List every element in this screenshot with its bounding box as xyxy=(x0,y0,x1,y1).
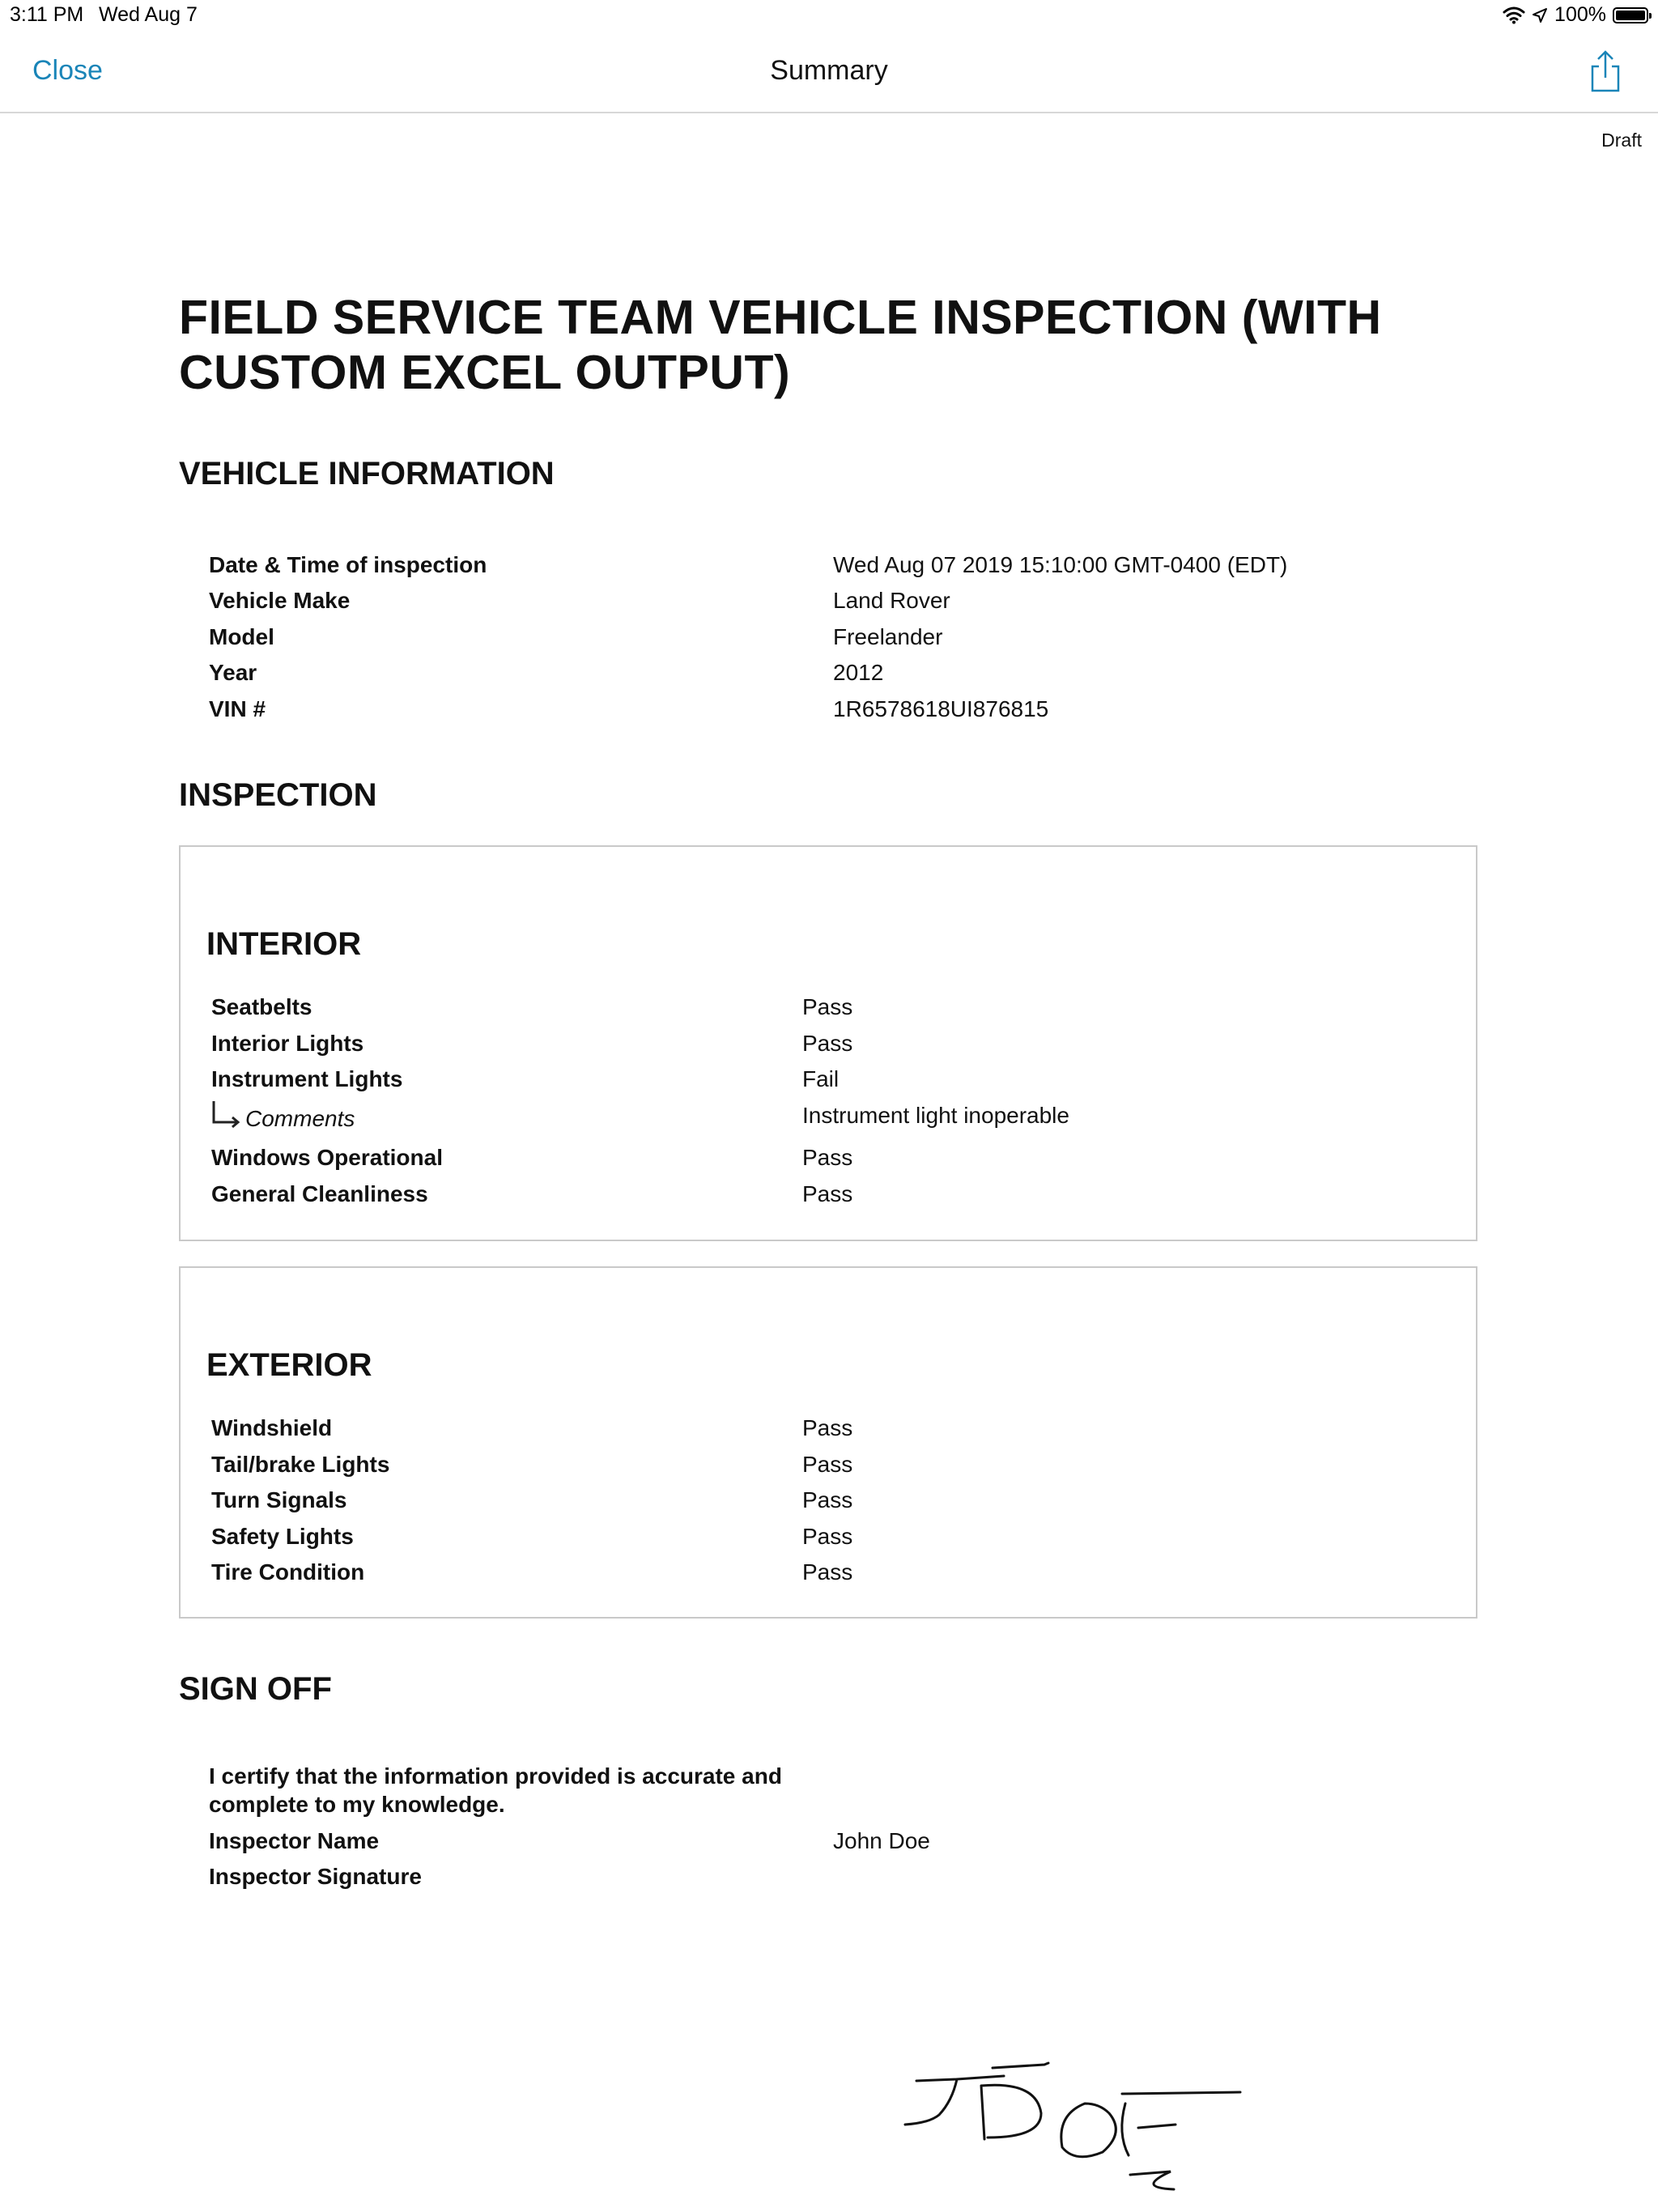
field-value: Pass xyxy=(802,994,853,1019)
status-bar xyxy=(0,0,1658,32)
status-right xyxy=(1503,3,1648,27)
field-label: Tail/brake Lights xyxy=(211,1452,390,1477)
field-label: Turn Signals xyxy=(211,1487,347,1512)
status-date: Wed Aug 7 xyxy=(99,3,198,26)
field-label: Instrument Lights xyxy=(211,1066,403,1091)
inspector-name-value: John Doe xyxy=(833,1828,930,1853)
field-label: VIN # xyxy=(209,696,266,721)
field-label: Windows Operational xyxy=(211,1145,443,1170)
battery-percent: 100% xyxy=(1554,3,1606,26)
subdirectory-arrow-icon xyxy=(211,1100,242,1130)
field-value: Pass xyxy=(802,1487,853,1512)
group-heading-exterior: EXTERIOR xyxy=(206,1347,372,1383)
nav-bar xyxy=(0,32,1658,113)
field-value: Pass xyxy=(802,1031,853,1056)
field-value: 1R6578618UI876815 xyxy=(833,696,1049,721)
section-heading-vehicle-information: VEHICLE INFORMATION xyxy=(179,456,555,491)
certification-statement: I certify that the information provided is accurate and complete to my knowledge. xyxy=(209,1763,782,1817)
field-value: Pass xyxy=(802,1524,853,1549)
field-value: Freelander xyxy=(833,624,943,649)
interior-group xyxy=(179,845,1477,1241)
document-title: FIELD SERVICE TEAM VEHICLE INSPECTION (WITH CUSTOM EXCEL OUTPUT) xyxy=(179,291,1382,399)
comment-value: Instrument light inoperable xyxy=(802,1103,1069,1128)
status-time: 3:11 PM xyxy=(10,3,84,26)
field-label: General Cleanliness xyxy=(211,1181,428,1206)
close-button[interactable]: Close xyxy=(32,55,103,86)
field-value: Pass xyxy=(802,1145,853,1170)
exterior-group xyxy=(179,1266,1477,1619)
inspector-signature-label: Inspector Signature xyxy=(209,1864,422,1889)
field-value: 2012 xyxy=(833,660,884,685)
inspector-name-label: Inspector Name xyxy=(209,1828,380,1853)
field-label: Seatbelts xyxy=(211,994,312,1019)
field-label: Vehicle Make xyxy=(209,588,351,613)
field-label: Date & Time of inspection xyxy=(209,552,487,577)
field-label: Year xyxy=(209,660,257,685)
battery-icon xyxy=(1613,7,1648,23)
section-heading-sign-off: SIGN OFF xyxy=(179,1671,332,1707)
field-value: Pass xyxy=(802,1415,853,1440)
nav-title: Summary xyxy=(770,55,888,86)
field-label: Safety Lights xyxy=(211,1524,354,1549)
signature-image xyxy=(882,2057,1255,2194)
comment-label: Comments xyxy=(245,1106,355,1131)
field-value: Pass xyxy=(802,1559,853,1585)
field-value: Wed Aug 07 2019 15:10:00 GMT-0400 (EDT) xyxy=(833,552,1288,577)
field-label: Interior Lights xyxy=(211,1031,364,1056)
share-icon[interactable] xyxy=(1585,49,1626,94)
field-value: Pass xyxy=(802,1452,853,1477)
field-label: Model xyxy=(209,624,274,649)
draft-label: Draft xyxy=(1601,130,1642,151)
field-label: Windshield xyxy=(211,1415,333,1440)
field-value: Pass xyxy=(802,1181,853,1206)
field-value: Fail xyxy=(802,1066,840,1091)
group-heading-interior: INTERIOR xyxy=(206,926,362,962)
section-heading-inspection: INSPECTION xyxy=(179,777,377,813)
field-value: Land Rover xyxy=(833,588,950,613)
wifi-icon xyxy=(1503,6,1525,24)
field-label: Tire Condition xyxy=(211,1559,365,1585)
location-icon xyxy=(1532,7,1548,23)
